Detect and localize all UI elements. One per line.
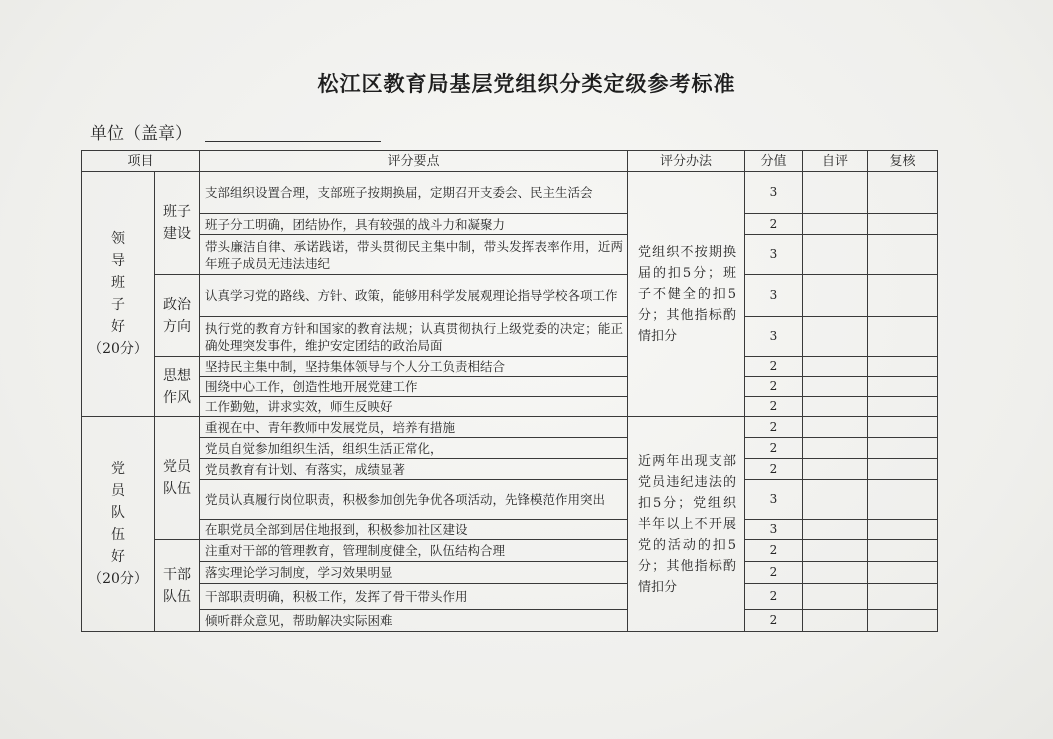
unit-stamp-blank-line[interactable] [205,141,381,142]
score-value: 2 [745,540,803,562]
group-leadership: 领 导 班 子 好 （20分） [82,172,155,417]
self-eval-cell[interactable] [803,584,868,610]
review-cell[interactable] [868,610,938,632]
criteria-item: 干部职责明确，积极工作，发挥了骨干带头作用 [200,584,628,610]
review-cell[interactable] [868,377,938,397]
review-cell[interactable] [868,562,938,584]
criteria-item: 党员认真履行岗位职责，积极参加创先争优各项活动，先锋模范作用突出 [200,480,628,520]
self-eval-cell[interactable] [803,275,868,317]
table-header-row [82,151,938,172]
score-value: 2 [745,377,803,397]
score-value: 2 [745,584,803,610]
self-eval-cell[interactable] [803,214,868,235]
score-value: 3 [745,172,803,214]
table-row [82,520,938,540]
criteria-item: 在职党员全部到居住地报到，积极参加社区建设 [200,520,628,540]
review-cell[interactable] [868,417,938,438]
table-row [82,480,938,520]
subgroup-ideology-style: 思想 作风 [155,357,200,417]
table-row [82,610,938,632]
header-self-eval: 自评 [803,151,868,172]
criteria-item: 坚持民主集中制，坚持集体领导与个人分工负责相结合 [200,357,628,377]
review-cell[interactable] [868,172,938,214]
review-cell[interactable] [868,480,938,520]
review-cell[interactable] [868,397,938,417]
self-eval-cell[interactable] [803,438,868,459]
criteria-item: 倾听群众意见，帮助解决实际困难 [200,610,628,632]
self-eval-cell[interactable] [803,235,868,275]
criteria-item: 执行党的教育方针和国家的教育法规；认真贯彻执行上级党委的决定；能正确处理突发事件，维护安定团结的政治局面 [200,317,628,357]
review-cell[interactable] [868,317,938,357]
table-row [82,584,938,610]
review-cell[interactable] [868,540,938,562]
subgroup-member-team: 党员 队伍 [155,417,200,540]
criteria-item: 工作勤勉，讲求实效，师生反映好 [200,397,628,417]
score-value: 3 [745,235,803,275]
subgroup-team-building: 班子 建设 [155,172,200,275]
table-row [82,172,938,214]
score-value: 2 [745,417,803,438]
header-points: 评分要点 [200,151,628,172]
table-row [82,275,938,317]
table-row [82,317,938,357]
scoring-method-leadership: 党组织不按期换届的扣5分；班子不健全的扣5分；其他指标酌情扣分 [628,172,745,417]
table-row [82,235,938,275]
subgroup-cadre-team: 干部 队伍 [155,540,200,632]
self-eval-cell[interactable] [803,357,868,377]
header-score: 分值 [745,151,803,172]
group-party-members: 党 员 队 伍 好 （20分） [82,417,155,632]
review-cell[interactable] [868,438,938,459]
score-value: 2 [745,357,803,377]
unit-stamp-label: 单位（盖章） [90,124,192,144]
self-eval-cell[interactable] [803,397,868,417]
self-eval-cell[interactable] [803,480,868,520]
table-row [82,438,938,459]
criteria-item: 落实理论学习制度，学习效果明显 [200,562,628,584]
review-cell[interactable] [868,357,938,377]
score-value: 2 [745,397,803,417]
review-cell[interactable] [868,520,938,540]
self-eval-cell[interactable] [803,377,868,397]
table-row [82,459,938,480]
review-cell[interactable] [868,459,938,480]
self-eval-cell[interactable] [803,317,868,357]
criteria-item: 围绕中心工作，创造性地开展党建工作 [200,377,628,397]
criteria-item: 党员自觉参加组织生活，组织生活正常化， [200,438,628,459]
self-eval-cell[interactable] [803,562,868,584]
document-title: 松江区教育局基层党组织分类定级参考标准 [317,72,736,96]
criteria-item: 注重对干部的管理教育，管理制度健全，队伍结构合理 [200,540,628,562]
criteria-item: 重视在中、青年教师中发展党员，培养有措施 [200,417,628,438]
review-cell[interactable] [868,235,938,275]
score-value: 2 [745,459,803,480]
table-row [82,562,938,584]
score-value: 2 [745,214,803,235]
criteria-item: 带头廉洁自律、承诺践诺，带头贯彻民主集中制，带头发挥表率作用，近两年班子成员无违法违纪 [200,235,628,275]
score-value: 3 [745,275,803,317]
table-row [82,540,938,562]
scoring-method-members: 近两年出现支部党员违纪违法的扣5分；党组织半年以上不开展党的活动的扣5分；其他指标酌情扣分 [628,417,745,632]
criteria-item: 支部组织设置合理，支部班子按期换届，定期召开支委会、民主生活会 [200,172,628,214]
self-eval-cell[interactable] [803,610,868,632]
review-cell[interactable] [868,214,938,235]
score-value: 3 [745,480,803,520]
self-eval-cell[interactable] [803,172,868,214]
self-eval-cell[interactable] [803,540,868,562]
score-value: 2 [745,438,803,459]
standards-table [81,150,938,632]
self-eval-cell[interactable] [803,417,868,438]
table-row [82,357,938,377]
criteria-item: 认真学习党的路线、方针、政策，能够用科学发展观理论指导学校各项工作 [200,275,628,317]
self-eval-cell[interactable] [803,520,868,540]
score-value: 3 [745,317,803,357]
header-project: 项目 [82,151,200,172]
header-method: 评分办法 [628,151,745,172]
criteria-item: 党员教育有计划、有落实，成绩显著 [200,459,628,480]
score-value: 2 [745,610,803,632]
subgroup-political-direction: 政治 方向 [155,275,200,357]
header-review: 复核 [868,151,938,172]
table-row [82,397,938,417]
table-row [82,417,938,438]
self-eval-cell[interactable] [803,459,868,480]
review-cell[interactable] [868,275,938,317]
table-row [82,214,938,235]
table-row [82,377,938,397]
score-value: 2 [745,562,803,584]
score-value: 3 [745,520,803,540]
review-cell[interactable] [868,584,938,610]
criteria-item: 班子分工明确，团结协作，具有较强的战斗力和凝聚力 [200,214,628,235]
